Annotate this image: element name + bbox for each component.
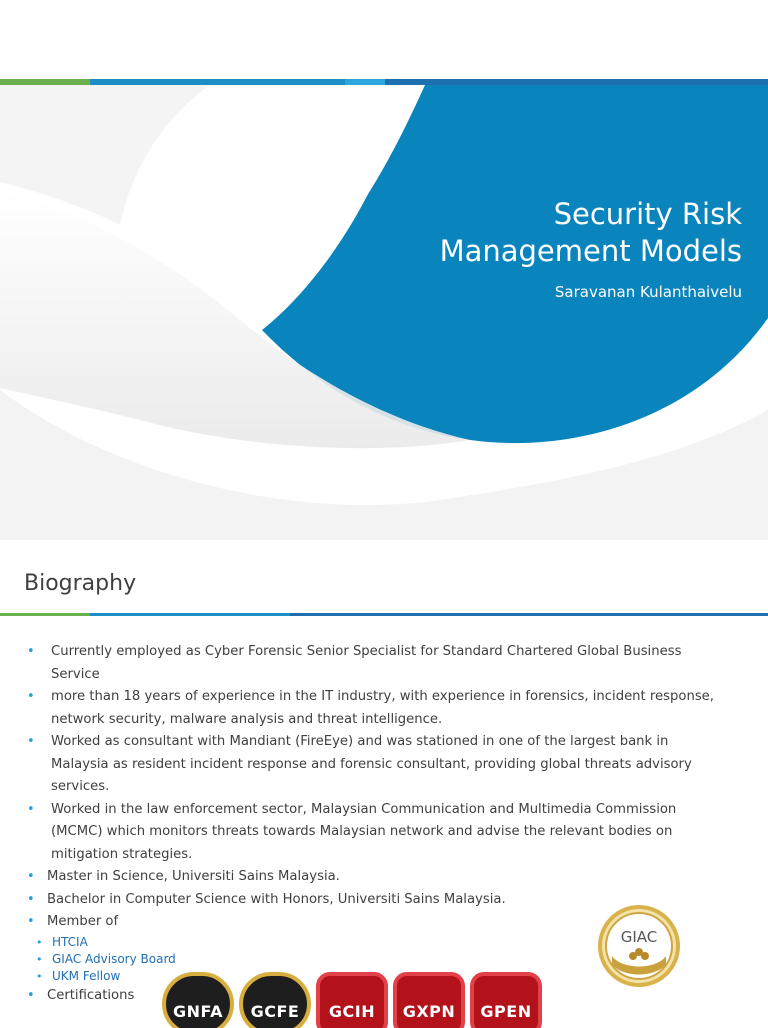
badge-label: GCIH	[328, 1002, 376, 1021]
bullet-dot-icon: •	[27, 914, 35, 929]
bullet-dot-icon: •	[36, 935, 43, 949]
giac-seal-icon	[597, 904, 681, 988]
cert-badge-gcfe	[239, 972, 311, 1028]
biography-heading: Biography	[24, 571, 137, 596]
bullet-text: Worked as consultant with Mandiant (FireEye) and was stationed in one of the largest bank in Malaysia as resident incident response and forensic consultant, providing global threats advisory services.	[51, 734, 692, 794]
cert-badge-gcih	[316, 972, 388, 1028]
biography-accent-bar	[0, 613, 768, 616]
bullet-dot-icon: •	[27, 891, 35, 907]
bullet-dot-icon: •	[27, 801, 35, 817]
giac-advisory-seal	[597, 904, 681, 988]
title-top-accent-bar	[0, 79, 768, 85]
badge-label: GPEN	[480, 1002, 532, 1021]
badge-label: GCFE	[250, 1002, 300, 1021]
giac-seal-label: GIAC	[620, 928, 658, 946]
bullet-dot-icon: •	[36, 952, 43, 966]
bullet-item	[27, 799, 717, 867]
bullet-text: Master in Science, Universiti Sains Malaysia.	[47, 869, 340, 884]
bullet-item	[27, 866, 717, 889]
bullet-text: Currently employed as Cyber Forensic Senior Specialist for Standard Chartered Global Business Service	[51, 644, 682, 682]
title-text-block	[440, 196, 742, 302]
bullet-dot-icon: •	[27, 689, 35, 704]
cert-badge-gpen	[470, 972, 542, 1028]
membership-text: GIAC Advisory Board	[52, 951, 176, 966]
bullet-dot-icon: •	[27, 644, 35, 659]
bullet-dot-icon: •	[27, 734, 35, 749]
bullet-dot-icon: •	[27, 869, 35, 884]
bullet-text: more than 18 years of experience in the IT industry, with experience in forensics, incident response, network security, malware analysis and threat intelligence.	[51, 689, 714, 727]
certifications-label: Certifications	[47, 987, 135, 1003]
certification-badges	[162, 972, 542, 1028]
badge-label: GNFA	[173, 1002, 223, 1021]
bullet-dot-icon: •	[36, 969, 43, 983]
bullet-item	[27, 641, 717, 686]
bullet-dot-icon: •	[27, 987, 35, 1003]
slide-title-line-1: Security Risk	[553, 197, 742, 231]
membership-text: UKM Fellow	[52, 968, 121, 983]
bullet-item	[27, 731, 717, 799]
bullet-text: Worked in the law enforcement sector, Malaysian Communication and Multimedia Commission (MCMC) which monitors threats towards Malaysian network and advise the relevant bodies on mitigation strategies.	[51, 801, 677, 862]
bullet-item	[27, 686, 717, 731]
biography-slide	[0, 552, 768, 1024]
presenter-name: Saravanan Kulanthaivelu	[554, 283, 742, 301]
slide-title-line-2: Management Models	[439, 234, 742, 268]
badge-label: GXPN	[402, 1002, 456, 1021]
cert-badge-gxpn	[393, 972, 465, 1028]
bullet-text: Bachelor in Computer Science with Honors, Universiti Sains Malaysia.	[47, 891, 506, 907]
membership-text: HTCIA	[52, 934, 88, 949]
cert-badge-gnfa	[162, 972, 234, 1028]
bullet-text: Member of	[47, 914, 119, 929]
